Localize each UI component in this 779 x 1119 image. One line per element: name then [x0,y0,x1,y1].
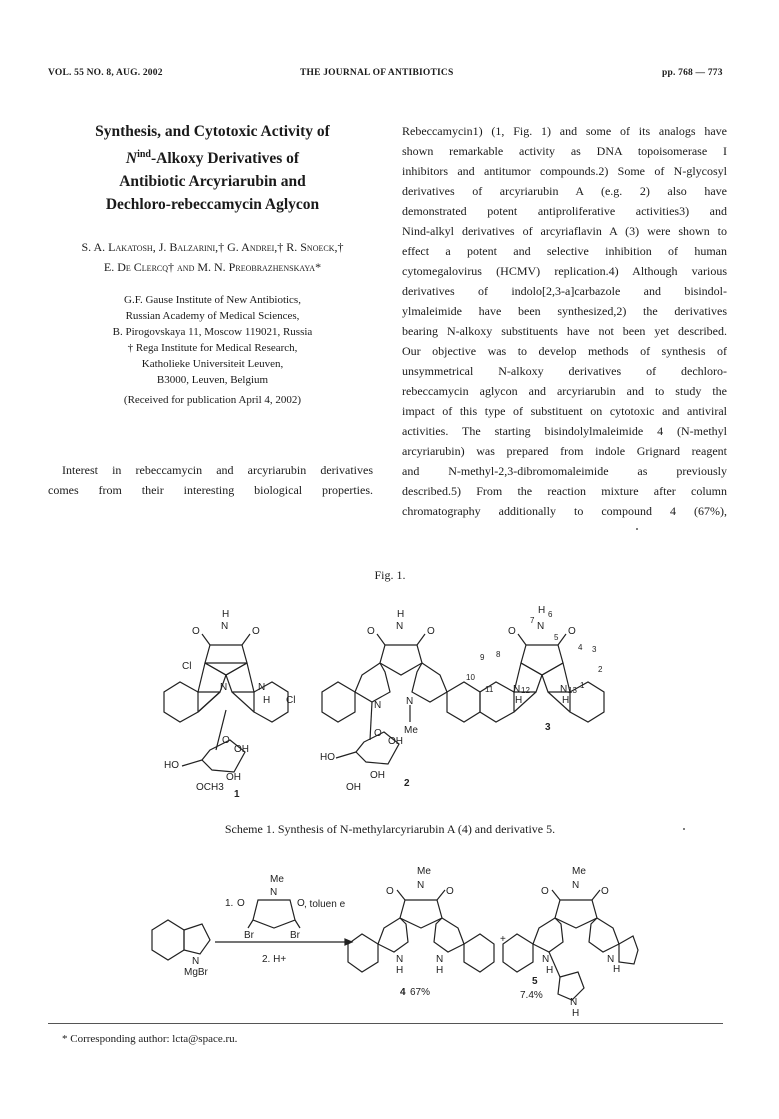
body-line: unsymmetrical N-alkoxy derivatives of dechloro- [402,364,727,378]
step-1-label: 1. [225,898,234,909]
scan-speck [683,828,685,830]
yield-5: 7.4% [520,990,543,1001]
label-me: Me [270,874,284,885]
label-och3: OCH3 [196,782,224,793]
label-h: H [263,695,271,706]
label-o: O [541,886,549,897]
journal-name: THE JOURNAL OF ANTIBIOTICS [300,68,454,78]
label-o: O [568,626,576,637]
body-line: shown remarkable activity as DNA topoisomerase I [402,144,727,158]
footnote-rule [48,1023,723,1024]
title-line-2-rest: -Alkoxy Derivatives of [151,150,300,168]
label-oh: OH [226,772,241,783]
body-line: arcyriarubin) was prepared from indole Grignard reagent [402,444,727,458]
label-me: Me [572,866,586,877]
title-line-4: Dechloro-rebeccamycin Aglycon [105,196,320,214]
compound-number-3: 3 [545,722,551,733]
label-h: H [562,695,570,706]
figure-1-structures [150,600,620,800]
title-sup: ind [137,149,151,160]
label-o: O [601,886,609,897]
label-n: N [258,682,266,693]
label-o: O [237,898,245,909]
affiliation-line: B. Pirogovskaya 11, Moscow 119021, Russia [112,326,313,338]
label-o: O [508,626,516,637]
authors-line-1: S. A. Lakatosh, J. Balzarini,† G. Andrei,† R. Snoeck,† [81,240,344,254]
solvent-label: , toluen e [304,899,346,910]
body-line: activities. The starting bisindolylmaleimide 4 (N-methyl [402,424,727,438]
locant-5: 5 [554,633,559,642]
structure-3 [480,634,604,722]
affiliation-line: Russian Academy of Medical Sciences, [125,310,300,322]
label-o: O [446,886,454,897]
locant-2: 2 [598,665,603,674]
scheme-1-structures [140,862,640,1022]
body-line: ylmaleimide have been synthesized,2) the derivatives [402,304,727,318]
body-line: impact of this type of substituent on cytotoxic and antiviral [402,404,727,418]
intro-right-column [402,121,727,521]
body-line: bearing N-alkoxy substituents have not been yet described. [402,324,727,338]
label-o: O [192,626,200,637]
label-h: H [515,695,523,706]
body-line: rebeccamycin aglycon and arcyriarubin and to study the [402,384,727,398]
label-h: H [436,965,444,976]
structure-5 [503,890,638,1000]
authors-line-2: E. De Clercq† and M. N. Preobrazhenskaya* [103,260,322,274]
label-mgbr: MgBr [184,967,208,978]
corresponding-author-footnote: * Corresponding author: lcta@space.ru. [62,1033,238,1045]
compound-number-2: 2 [404,778,410,789]
body-line: cytomegalovirus (HCMV) replication.4) Although various [402,264,727,278]
body-line: effect a potent and selective inhibition of human [402,244,727,258]
body-line: Rebeccamycin1) (1, Fig. 1) and some of its analogs have [402,124,727,138]
locant-9: 9 [480,653,485,662]
affiliation-line: B3000, Leuven, Belgium [156,374,269,386]
label-oh: OH [234,744,249,755]
step-2-label: 2. H+ [262,954,287,965]
body-line: comes from their interesting biological properties. [48,483,373,497]
label-n: N [570,997,578,1008]
affiliation-line: Katholieke Universiteit Leuven, [141,358,284,370]
affiliation-line: † Rega Institute for Medical Research, [127,342,298,354]
affiliation [45,292,380,388]
body-line: derivatives of indolo[2,3-a]carbazole and bisindol- [402,284,727,298]
locant-8: 8 [496,650,501,659]
dibromomaleimide [248,900,300,928]
label-n: N [542,954,550,965]
label-h: H [538,605,546,616]
label-n: N [374,700,382,711]
compound-number-1: 1 [234,789,240,800]
affiliation-line: G.F. Gause Institute of New Antibiotics, [124,294,301,306]
label-me: Me [404,725,418,736]
label-cl: Cl [182,661,192,672]
body-line: Interest in rebeccamycin and arcyriarubin derivatives [62,463,373,477]
label-o: O [386,886,394,897]
body-line: demonstrated potent antiproliferative activities3) and [402,204,727,218]
label-h: H [546,965,554,976]
locant-7: 7 [530,616,535,625]
label-n: N [436,954,444,965]
label-o: O [367,626,375,637]
body-line: Our objective was to develop methods of synthesis of [402,344,727,358]
plus-sign: + [500,934,506,945]
label-oh: OH [370,770,385,781]
body-line: and N-methyl-2,3-dibromomaleimide as previously [402,464,727,478]
indolyl-grignard [152,920,210,960]
label-ho: HO [320,752,335,763]
locant-11: 11 [485,685,494,694]
label-o: O [427,626,435,637]
label-n: N [406,696,414,707]
label-n: N [396,621,404,632]
title-line-3: Antibiotic Arcyriarubin and [119,173,306,191]
author-list [45,237,380,277]
label-n: N [192,956,200,967]
body-line: derivatives of arcyriarubin A (e.g. 2) also have [402,184,727,198]
title-n: N [125,150,138,168]
label-o: O [252,626,260,637]
received-date: (Received for publication April 4, 2002) [123,394,302,406]
label-ho: HO [164,760,179,771]
label-br: Br [244,930,254,941]
label-h: H [396,965,404,976]
label-n: N [270,887,278,898]
compound-number-5: 5 [532,976,538,987]
label-h: H [397,609,405,620]
scan-speck [636,528,638,530]
label-h: H [222,609,230,620]
article-title [55,120,370,216]
label-oh: OH [346,782,361,793]
body-line: inhibitors and antitumor compounds.2) Some of N-glycosyl [402,164,727,178]
label-n: N [220,682,228,693]
locant-13: 13 [568,686,577,695]
locant-4: 4 [578,643,583,652]
body-line: chromatography additionally to compound 4 (67%), [402,504,727,518]
label-o: O [374,728,382,739]
label-n: N [221,621,229,632]
locant-10: 10 [466,673,475,682]
label-br: Br [290,930,300,941]
intro-left-column [48,460,373,500]
label-me: Me [417,866,431,877]
body-line: described.5) From the reaction mixture after column [402,484,727,498]
label-n: N [537,621,545,632]
label-cl: Cl [286,695,296,706]
page-range: pp. 768 — 773 [662,68,723,78]
title-line-1: Synthesis, and Cytotoxic Activity of [95,123,330,140]
label-n: N [572,880,580,891]
locant-3: 3 [592,645,597,654]
structure-4 [348,890,494,972]
locant-1: 1 [580,681,585,690]
title-line-2 [55,143,370,170]
scheme-1-caption: Scheme 1. Synthesis of N-methylarcyriarubin A (4) and derivative 5. [224,822,556,836]
compound-number-4: 4 [400,987,406,998]
label-n: N [560,684,568,695]
locant-12: 12 [521,686,530,695]
label-oh: OH [388,736,403,747]
locant-6: 6 [548,610,553,619]
label-h: H [572,1008,580,1019]
label-n: N [513,684,521,695]
journal-volume: VOL. 55 NO. 8, AUG. 2002 [48,68,163,78]
yield-4: 67% [410,987,431,998]
label-n: N [396,954,404,965]
body-line: Nind-alkyl derivatives of arcyriaflavin A (3) were shown to [402,224,727,238]
label-h: H [613,964,621,975]
label-o: O [222,735,230,746]
label-n: N [417,880,425,891]
label-o: O [297,898,305,909]
label-n: N [607,954,615,965]
figure-1-caption: Fig. 1. [374,568,406,582]
